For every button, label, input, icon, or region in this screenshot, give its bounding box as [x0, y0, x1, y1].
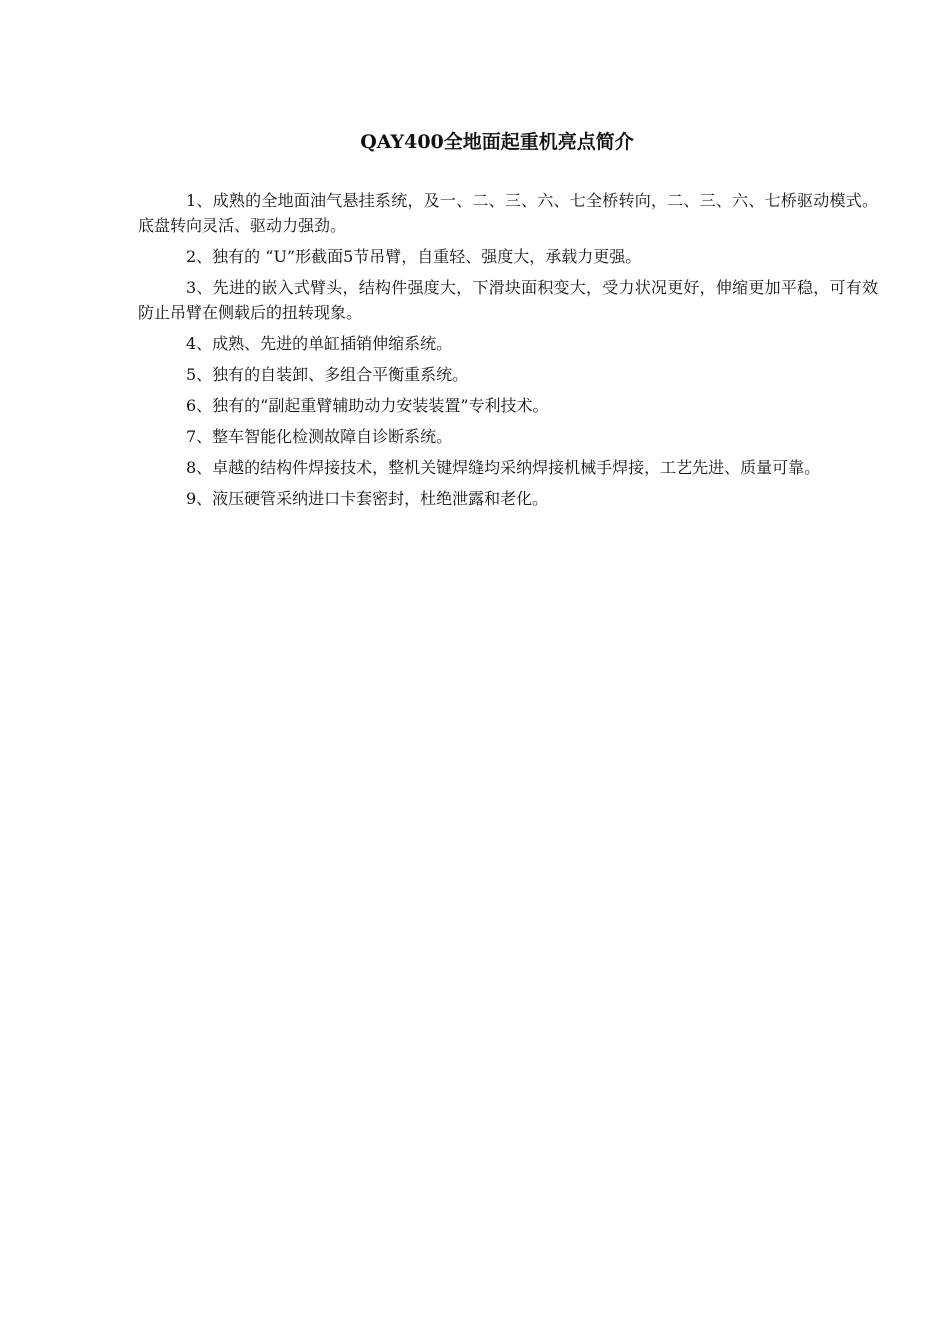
- document-body: [138, 188, 878, 517]
- paragraph-9: 9、液压硬管采纳进口卡套密封，杜绝泄露和老化。: [186, 489, 549, 508]
- paragraph-6: 6、独有的“副起重臂辅助动力安装装置”专利技术。: [186, 396, 549, 415]
- paragraph-8: 8、卓越的结构件焊接技术，整机关键焊缝均采纳焊接机械手焊接，工艺先进、质量可靠。: [186, 458, 821, 477]
- document-title: QAY400全地面起重机亮点简介: [360, 131, 634, 153]
- paragraph-7: 7、整车智能化检测故障自诊断系统。: [186, 427, 453, 446]
- paragraph-5: 5、独有的自装卸、多组合平衡重系统。: [186, 365, 469, 384]
- paragraph-3: 3、先进的嵌入式臂头，结构件强度大，下滑块面积变大，受力状况更好，伸缩更加平稳，可有效防止吊臂在侧载后的扭转现象。: [138, 278, 878, 322]
- paragraph-4: 4、成熟、先进的单缸插销伸缩系统。: [186, 334, 453, 353]
- paragraph-2: 2、独有的 “U”形截面5节吊臂，自重轻、强度大，承载力更强。: [186, 247, 642, 266]
- paragraph-1: 1、成熟的全地面油气悬挂系统，及一、二、三、六、七全桥转向，二、三、六、七桥驱动模式。底盘转向灵活、驱动力强劲。: [138, 191, 878, 235]
